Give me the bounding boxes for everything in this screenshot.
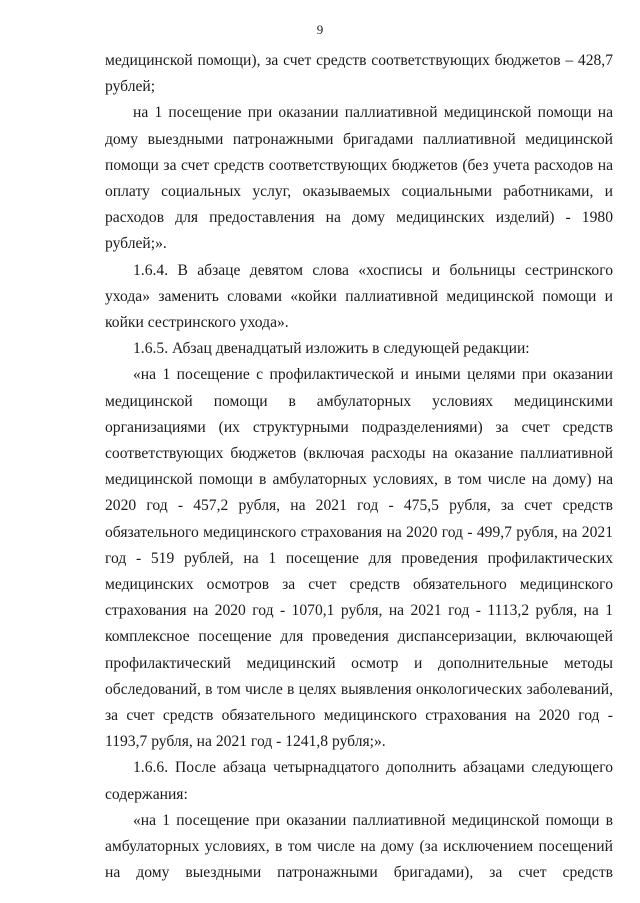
paragraph-4: 1.6.5. Абзац двенадцатый изложить в следующей редакции:: [133, 340, 530, 358]
paragraph-5: «на 1 посещение с профилактической и иными целями при оказании медицинской помощи в амбулаторных условиях медицинскими организациями (их структурными подразделениями) за счет средств соответствующих бюджетов (включая расходы на оказание паллиативной медицинской помощи в амбулаторных условиях, в том числе на дому) на 2020 год - 457,2 рубля, на 2021 год - 475,5 рубля, за счет средств обязательного медицинского страхования на 2020 год - 499,7 рубля, на 2021 год - 519 рублей, на 1 посещение для проведения профилактических медицинских осмотров за счет средств обязательного медицинского страхования на 2020 год - 1070,1 рубля, на 2021 год - 1113,2 рубля, на 1 комплексное посещение для проведения диспансеризации, включающей профилактический медицинский осмотр и дополнительные методы обследований, в том числе в целях выявления онкологических заболеваний, за счет средств обязательного медицинского страхования на 2020 год - 1193,7 рубля, на 2021 год - 1241,8 рубля;».: [105, 366, 613, 751]
paragraph-6: 1.6.6. После абзаца четырнадцатого дополнить абзацами следующего содержания:: [105, 759, 613, 803]
paragraph-2: на 1 посещение при оказании паллиативной медицинской помощи на дому выездными патронажными бригадами паллиативной медицинской помощи за счет средств соответствующих бюджетов (без учета расходов на оплату социальных услуг, оказываемых социальными работниками, и расходов для предоставления на дому медицинских изделий) - 1980 рублей;».: [105, 104, 613, 253]
paragraph-1: медицинской помощи), за счет средств соответствующих бюджетов – 428,7 рублей;: [105, 52, 613, 96]
document-body: [105, 48, 613, 887]
page-number: 9: [316, 22, 324, 37]
paragraph-7: «на 1 посещение при оказании паллиативной медицинской помощи в амбулаторных условиях, в том числе на дому (за исключением посещений на дому выездными патронажными бригадами), за счет средств: [105, 811, 613, 882]
paragraph-3: 1.6.4. В абзаце девятом слова «хосписы и больницы сестринского ухода» заменить словами «койки паллиативной медицинской помощи и койки сестринского ухода».: [105, 261, 613, 332]
